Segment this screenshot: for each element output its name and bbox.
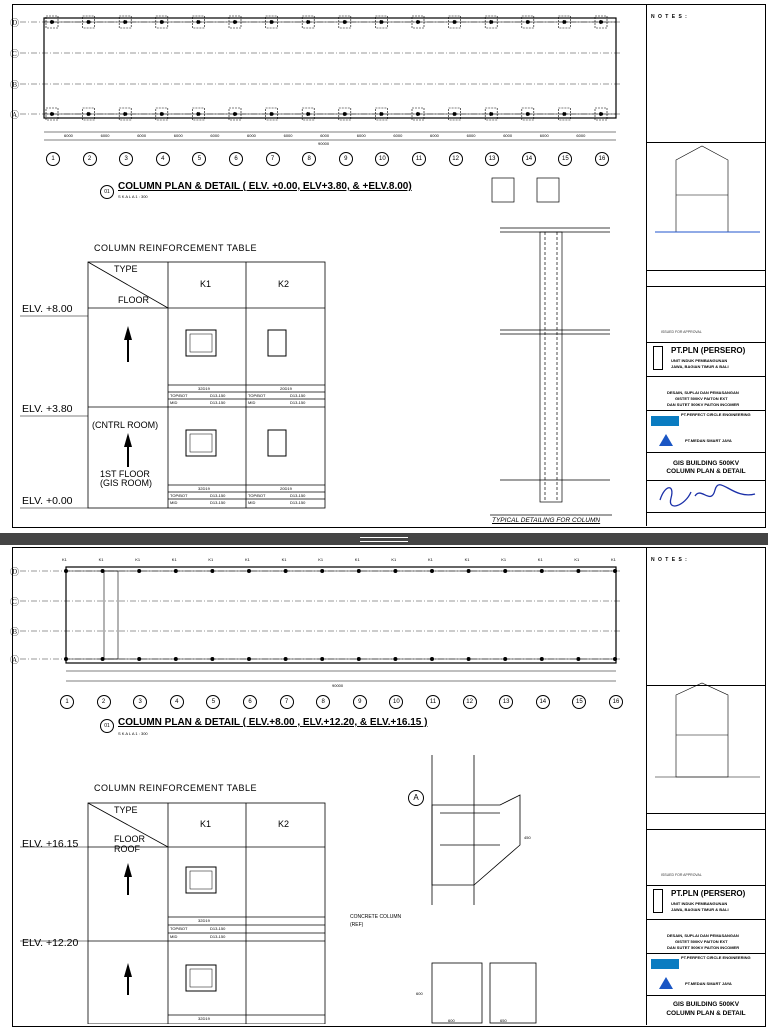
k2-topbot-stirrup-lower: D13-150 xyxy=(290,493,306,498)
grid-column-bubble: 3 xyxy=(119,152,133,166)
elevation-0-00: ELV. +0.00 xyxy=(22,495,73,507)
plan-title-2: COLUMN PLAN & DETAIL ( ELV.+8.00 , ELV.+12.20, & ELV.+16.15 ) xyxy=(118,717,428,728)
grid-column-bubble: 7 xyxy=(266,152,280,166)
column-point xyxy=(197,20,201,24)
grid-column-bubble: 3 xyxy=(133,695,147,709)
grid-column-bubble: 6 xyxy=(229,152,243,166)
column-point xyxy=(247,569,251,573)
total-length-dim-2: 90000 xyxy=(332,683,344,688)
column-point xyxy=(599,112,603,116)
drawing-title-2-2: COLUMN PLAN & DETAIL xyxy=(666,1010,746,1017)
project-line-3: DAN SUTET 500KV PAITON INCOMER xyxy=(667,402,740,407)
column-tag: K1 xyxy=(135,557,141,562)
grid-column-bubble: 12 xyxy=(463,695,477,709)
elevation-12-20: ELV. +12.20 xyxy=(22,937,79,949)
column-point xyxy=(563,112,567,116)
table-col-k2-2: K2 xyxy=(278,819,290,829)
grid-column-bubble: 11 xyxy=(426,695,440,709)
k1-topbot-stirrup: D13-150 xyxy=(210,393,226,398)
column-point xyxy=(306,20,310,24)
k1-topbot-label: TOP/BOT xyxy=(170,393,188,398)
span-dimension: 6000 xyxy=(539,133,549,138)
grid-column-bubble: 13 xyxy=(499,695,513,709)
column-point xyxy=(489,20,493,24)
drawing-title-1: GIS BUILDING 500KV xyxy=(672,460,740,467)
column-point xyxy=(210,657,214,661)
elevation-16-15: ELV. +16.15 xyxy=(22,838,79,850)
owner-company-2: PT.PLN (PERSERO) xyxy=(671,889,746,898)
column-point xyxy=(137,569,141,573)
k1-topbot-label-2: TOP/BOT xyxy=(170,926,188,931)
column-point xyxy=(357,657,361,661)
k2-mid-label-lower: MID xyxy=(248,500,256,505)
drawing-title-2: COLUMN PLAN & DETAIL xyxy=(666,468,746,475)
column-point xyxy=(503,569,507,573)
grid-column-bubble: 16 xyxy=(595,152,609,166)
span-dimension: 6000 xyxy=(576,133,586,138)
k1-topbot-label-lower: TOP/BOT xyxy=(170,493,188,498)
column-point xyxy=(613,569,617,573)
column-point xyxy=(174,569,178,573)
k1-main-rebar-2: 32D19 xyxy=(198,918,210,923)
column-point xyxy=(453,20,457,24)
plan-title: COLUMN PLAN & DETAIL ( ELV. +0.00, ELV+3.80, & +ELV.8.00) xyxy=(118,181,412,192)
table-floor-label: FLOOR xyxy=(118,295,150,305)
owner-unit-1: UNIT INDUK PEMBANGUNAN xyxy=(671,358,728,363)
table-col-k1-2: K1 xyxy=(200,819,212,829)
column-point xyxy=(343,112,347,116)
title-block-2 xyxy=(646,547,765,1025)
grid-column-bubble: 4 xyxy=(170,695,184,709)
floor-control-room: (CNTRL ROOM) xyxy=(92,420,159,430)
drawing-sheet-2 xyxy=(0,545,768,1024)
column-point xyxy=(380,20,384,24)
column-point xyxy=(284,657,288,661)
column-tag: K1 xyxy=(574,557,580,562)
consultant-name: PT.PERFECT CIRCLE ENGINEERING xyxy=(681,412,751,417)
span-dimension: 6000 xyxy=(64,133,73,138)
column-point xyxy=(270,20,274,24)
grid-bubble-b: Ⓑ xyxy=(10,80,20,90)
span-dimension: 6000 xyxy=(356,133,366,138)
grid-bubble-a: Ⓐ xyxy=(10,110,20,120)
dim-600-bottom: 600 xyxy=(448,1018,455,1023)
column-tag: K1 xyxy=(208,557,214,562)
column-tag: K1 xyxy=(245,557,250,562)
column-tag: K1 xyxy=(537,557,543,562)
column-point xyxy=(576,569,580,573)
contractor-name-2: PT.MEDAN SMART JAYA xyxy=(685,981,732,986)
project-line-2: GISTET 500KV PAITON EXT xyxy=(675,396,728,401)
consultant-logo xyxy=(651,416,679,426)
column-point xyxy=(380,112,384,116)
drawing-title-1-2: GIS BUILDING 500KV xyxy=(672,1001,740,1008)
grid-bubble-d: Ⓓ xyxy=(10,18,20,28)
grid-column-bubble: 1 xyxy=(46,152,60,166)
column-point xyxy=(416,20,420,24)
signature-image xyxy=(655,482,761,510)
contractor-logo-icon xyxy=(659,434,673,446)
column-point xyxy=(123,20,127,24)
project-line-3-2: DAN SUTET 500KV PAITON INCOMER xyxy=(667,945,740,950)
column-point xyxy=(467,569,471,573)
sheet-separator xyxy=(0,533,768,545)
span-dimension: 6000 xyxy=(210,133,220,138)
contractor-logo-icon-2 xyxy=(659,977,673,989)
contractor-name: PT.MEDAN SMART JAYA xyxy=(685,438,732,443)
grid-column-bubble: 9 xyxy=(353,695,367,709)
span-dimension: 6000 xyxy=(320,133,330,138)
owner-unit-1-2: UNIT INDUK PEMBANGUNAN xyxy=(671,901,728,906)
elevation-8-00: ELV. +8.00 xyxy=(22,303,73,315)
k1-main-rebar: 32D19 xyxy=(198,386,210,391)
column-tag: K1 xyxy=(171,557,177,562)
grid-column-bubble: 1 xyxy=(60,695,74,709)
span-dimension: 6000 xyxy=(173,133,183,138)
column-point xyxy=(197,112,201,116)
grid-column-bubble: 2 xyxy=(97,695,111,709)
column-point xyxy=(576,657,580,661)
column-point xyxy=(393,657,397,661)
grid-bubble-c: Ⓒ xyxy=(10,49,20,59)
owner-unit-2-2: JAWA, BAGIAN TIMUR & BALI xyxy=(671,907,729,912)
column-point xyxy=(343,20,347,24)
grid-column-bubble: 10 xyxy=(389,695,403,709)
column-point xyxy=(247,657,251,661)
span-dimension: 6000 xyxy=(430,133,439,138)
table-roof-label: ROOF xyxy=(114,844,140,854)
column-point xyxy=(599,20,603,24)
column-point xyxy=(233,20,237,24)
column-point xyxy=(210,569,214,573)
column-point xyxy=(540,569,544,573)
notes-heading-2: N O T E S : xyxy=(651,557,688,563)
span-dimension: 6000 xyxy=(247,133,256,138)
project-line-2-2: GISTET 500KV PAITON EXT xyxy=(675,939,728,944)
grid-column-bubble: 16 xyxy=(609,695,623,709)
column-point xyxy=(87,20,91,24)
grid-column-bubble: 15 xyxy=(558,152,572,166)
k1-mid-label: MID xyxy=(170,400,178,405)
table-floor-label-2: FLOOR xyxy=(114,834,146,844)
column-point xyxy=(320,657,324,661)
project-line-1: DESAIN, SUPLAI DAN PEMASANGAN xyxy=(667,390,739,395)
k2-mid-stirrup: D13-150 xyxy=(290,400,306,405)
column-tag: K1 xyxy=(611,557,616,562)
column-point xyxy=(233,112,237,116)
grid-column-bubble: 2 xyxy=(83,152,97,166)
scale-label: S K A L A 1 : 300 xyxy=(118,194,148,199)
column-point xyxy=(320,569,324,573)
elevation-3-80: ELV. +3.80 xyxy=(22,403,73,415)
k1-mid-label-lower: MID xyxy=(170,500,178,505)
column-tag: K1 xyxy=(98,557,104,562)
column-point xyxy=(306,112,310,116)
owner-unit-2: JAWA, BAGIAN TIMUR & BALI xyxy=(671,364,729,369)
column-point xyxy=(101,657,105,661)
span-dimension: 6000 xyxy=(466,133,476,138)
consultant-logo-2 xyxy=(651,959,679,969)
span-dimension: 6000 xyxy=(137,133,147,138)
column-point xyxy=(101,569,105,573)
floor-gis-room: 1ST FLOOR (GIS ROOM) xyxy=(100,469,152,488)
dim-650: 650 xyxy=(500,1018,507,1023)
column-tag: K1 xyxy=(62,557,67,562)
grid-column-bubble: 6 xyxy=(243,695,257,709)
grid-column-bubble: 4 xyxy=(156,152,170,166)
k1-main-rebar-lower: 32D19 xyxy=(198,486,210,491)
k1-mid-label-2: MID xyxy=(170,934,178,939)
column-point xyxy=(137,657,141,661)
grid-column-bubble: 7 xyxy=(280,695,294,709)
concrete-column-label: CONCRETE COLUMN (REF) xyxy=(350,914,402,928)
k2-topbot-stirrup: D13-150 xyxy=(290,393,306,398)
grid-bubble-c-2: Ⓒ xyxy=(10,597,20,607)
k2-mid-label: MID xyxy=(248,400,256,405)
column-point xyxy=(50,20,54,24)
owner-company: PT.PLN (PERSERO) xyxy=(671,346,746,355)
column-point xyxy=(526,112,530,116)
k1-topbot-stirrup-lower: D13-150 xyxy=(210,493,226,498)
column-point xyxy=(174,657,178,661)
column-point xyxy=(489,112,493,116)
typical-detail-caption: TYPICAL DETAILING FOR COLUMN xyxy=(492,517,601,524)
grid-column-bubble: 15 xyxy=(572,695,586,709)
notes-heading: N O T E S : xyxy=(651,14,688,20)
grid-column-bubble: 8 xyxy=(316,695,330,709)
table-type-label-2: TYPE xyxy=(114,805,138,815)
project-line-1-2: DESAIN, SUPLAI DAN PEMASANGAN xyxy=(667,933,739,938)
span-dimension: 6000 xyxy=(283,133,293,138)
title-block xyxy=(646,4,765,526)
k2-main-rebar-lower: 20D19 xyxy=(280,486,292,491)
section-marker: A xyxy=(408,790,424,806)
column-point xyxy=(453,112,457,116)
k2-main-rebar: 20D19 xyxy=(280,386,292,391)
k2-mid-stirrup-lower: D13-150 xyxy=(290,500,306,505)
column-point xyxy=(160,20,164,24)
column-point xyxy=(270,112,274,116)
k1-topbot-stirrup-2: D13-150 xyxy=(210,926,226,931)
table-col-k2: K2 xyxy=(278,279,290,289)
grid-column-bubble: 14 xyxy=(536,695,550,709)
span-dimension: 6000 xyxy=(503,133,513,138)
k1-mid-stirrup-lower: D13-150 xyxy=(210,500,226,505)
column-point xyxy=(50,112,54,116)
grid-column-bubble: 5 xyxy=(206,695,220,709)
grid-column-bubble: 9 xyxy=(339,152,353,166)
dim-450: 450 xyxy=(524,835,531,840)
k2-topbot-label-lower: TOP/BOT xyxy=(248,493,266,498)
column-point xyxy=(416,112,420,116)
grid-bubble-a-2: Ⓐ xyxy=(10,655,20,665)
column-tag: K1 xyxy=(428,557,433,562)
detail-number-bubble-2: 01 xyxy=(100,719,114,733)
k1-main-rebar-2-lower: 32D19 xyxy=(198,1016,210,1021)
table-title-2: COLUMN REINFORCEMENT TABLE xyxy=(94,783,258,793)
grid-column-bubble: 13 xyxy=(485,152,499,166)
column-tag: K1 xyxy=(391,557,397,562)
grid-bubble-b-2: Ⓑ xyxy=(10,627,20,637)
grid-column-bubble: 5 xyxy=(192,152,206,166)
column-tag: K1 xyxy=(464,557,470,562)
column-point xyxy=(357,569,361,573)
grid-column-bubble: 11 xyxy=(412,152,426,166)
column-point xyxy=(123,112,127,116)
k1-mid-stirrup: D13-150 xyxy=(210,400,226,405)
k2-topbot-label: TOP/BOT xyxy=(248,393,266,398)
column-tag: K1 xyxy=(354,557,360,562)
column-point xyxy=(540,657,544,661)
column-point xyxy=(503,657,507,661)
total-length-dim: 90000 xyxy=(318,141,330,146)
dim-600: 600 xyxy=(416,991,423,996)
detail-number-bubble: 01 xyxy=(100,185,114,199)
table-type-label: TYPE xyxy=(114,264,138,274)
revision-label: ISSUED FOR APPROVAL xyxy=(661,330,702,334)
span-dimension: 6000 xyxy=(393,133,403,138)
column-point xyxy=(467,657,471,661)
column-point xyxy=(393,569,397,573)
column-point xyxy=(430,569,434,573)
grid-column-bubble: 10 xyxy=(375,152,389,166)
column-point xyxy=(87,112,91,116)
column-point xyxy=(526,20,530,24)
span-dimension: 6000 xyxy=(100,133,110,138)
consultant-name-2: PT.PERFECT CIRCLE ENGINEERING xyxy=(681,955,751,960)
column-tag: K1 xyxy=(281,557,287,562)
grid-column-bubble: 12 xyxy=(449,152,463,166)
pln-logo-2 xyxy=(653,889,663,913)
scale-label-2: S K A L A 1 : 300 xyxy=(118,731,148,736)
pln-logo xyxy=(653,346,663,370)
column-tag: K1 xyxy=(501,557,507,562)
column-tag: K1 xyxy=(318,557,324,562)
grid-column-bubble: 8 xyxy=(302,152,316,166)
column-point xyxy=(613,657,617,661)
table-col-k1: K1 xyxy=(200,279,212,289)
k1-mid-stirrup-2: D13-150 xyxy=(210,934,226,939)
table-title: COLUMN REINFORCEMENT TABLE xyxy=(94,243,258,253)
column-point xyxy=(563,20,567,24)
column-point xyxy=(430,657,434,661)
column-point xyxy=(64,569,68,573)
grid-column-bubble: 14 xyxy=(522,152,536,166)
column-point xyxy=(64,657,68,661)
revision-label-2: ISSUED FOR APPROVAL xyxy=(661,873,702,877)
column-point xyxy=(160,112,164,116)
column-point xyxy=(284,569,288,573)
grid-bubble-d-2: Ⓓ xyxy=(10,567,20,577)
